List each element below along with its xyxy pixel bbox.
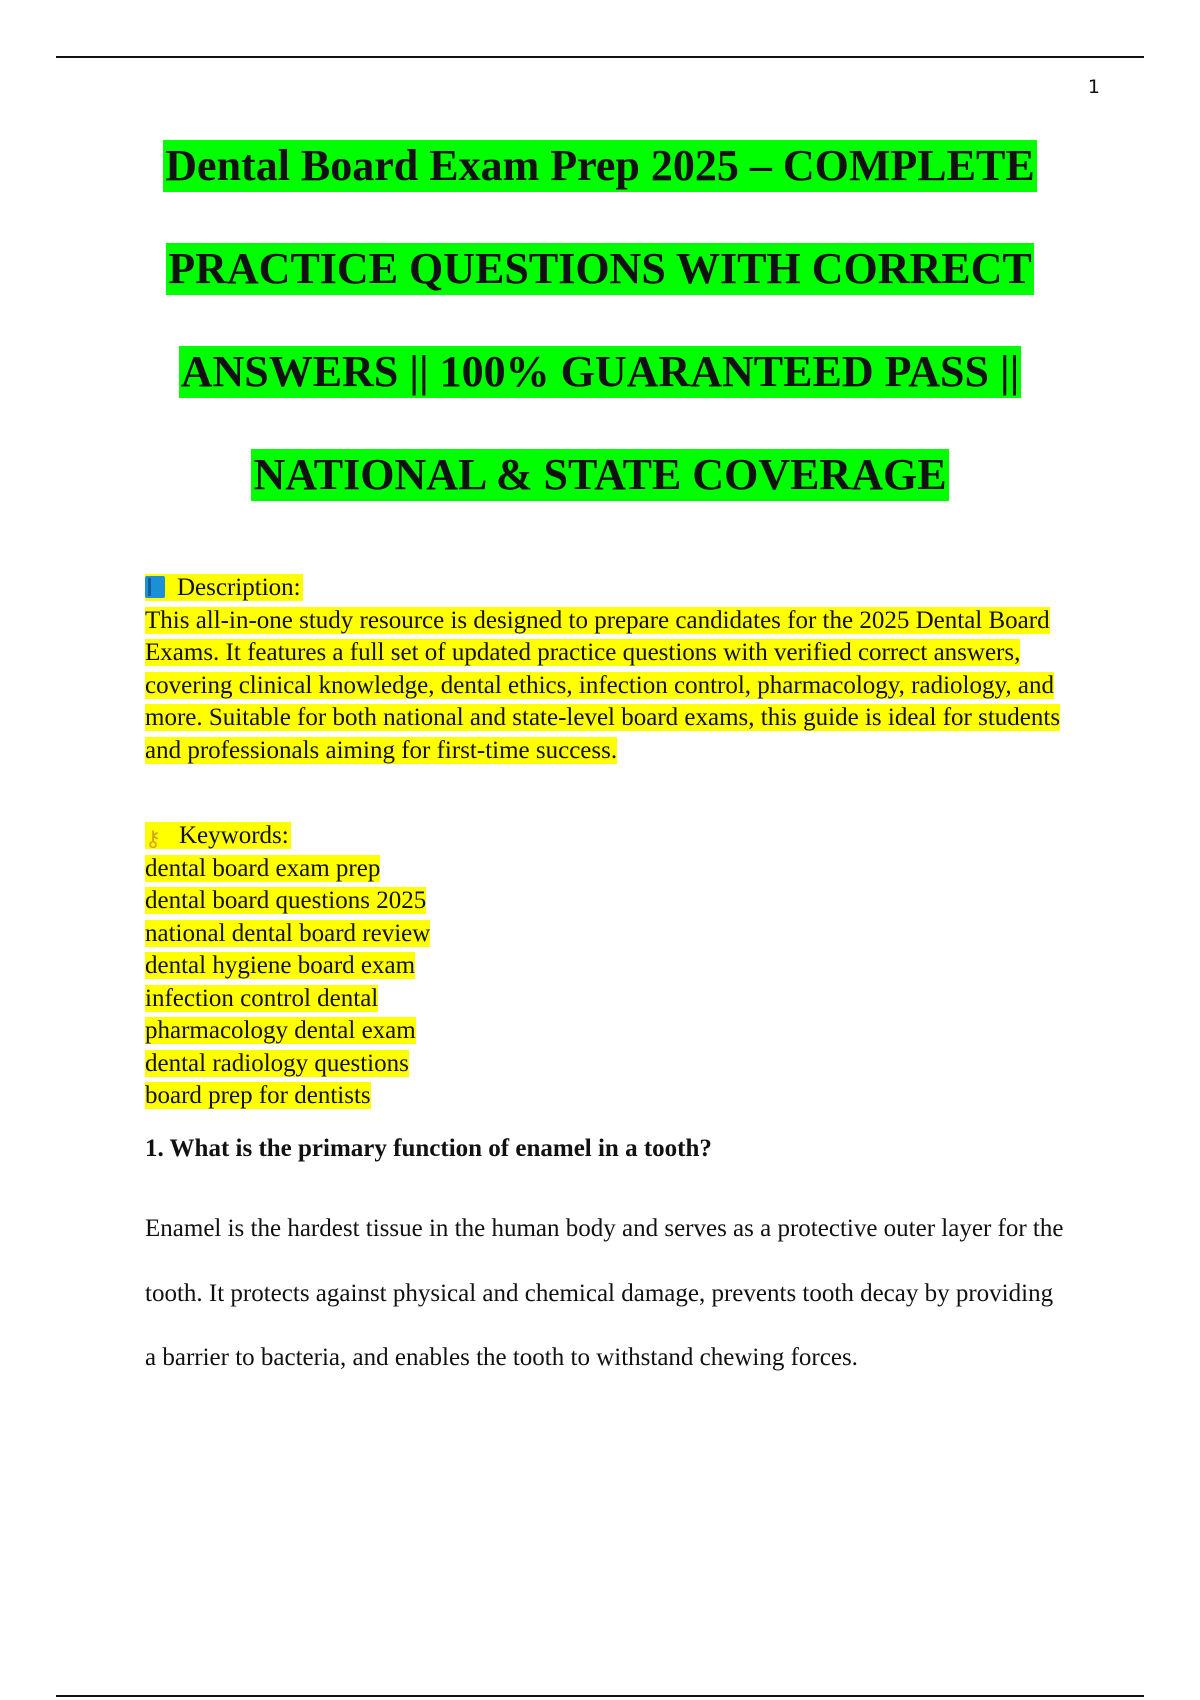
keywords-label: Keywords: (179, 822, 289, 849)
question-heading: 1. What is the primary function of enamel in a tooth? (145, 1135, 712, 1162)
keywords-label-row (145, 820, 1065, 853)
footer-rule (56, 1695, 1144, 1697)
keyword-text: board prep for dentists (145, 1082, 371, 1109)
description-label: Description: (177, 574, 301, 601)
title-line-text: NATIONAL & STATE COVERAGE (253, 450, 947, 499)
keywords-label-highlight (145, 822, 291, 852)
keyword-text: pharmacology dental exam (145, 1017, 416, 1044)
header-rule (56, 56, 1144, 58)
title-line-text: PRACTICE QUESTIONS WITH CORRECT (168, 244, 1032, 293)
keyword-text: national dental board review (145, 919, 431, 947)
description-body (145, 605, 1065, 768)
keyword-item (145, 1080, 1065, 1113)
title-line (0, 346, 1200, 449)
title-line (0, 243, 1200, 346)
keyword-item (145, 1015, 1065, 1048)
keyword-text: dental radiology questions (145, 1049, 409, 1077)
description-label-highlight (145, 574, 303, 601)
keyword-item (145, 983, 1065, 1016)
keywords-list (145, 853, 1065, 1113)
answer-text: Enamel is the hardest tissue in the human body and serves as a protective outer layer for the tooth. It protects against physical and chemical damage, prevents tooth decay by providing a barrier to bacteria, and enables the tooth to withstand chewing forces. (145, 1215, 1064, 1371)
description-label-row (145, 572, 1065, 605)
keyword-text: dental hygiene board exam (145, 952, 416, 979)
page-number: 1 (1087, 76, 1100, 98)
keyword-item (145, 1048, 1065, 1081)
title-line-text: Dental Board Exam Prep 2025 – COMPLETE (165, 141, 1035, 190)
keyword-text: dental board exam prep (145, 854, 381, 882)
title-line-text: ANSWERS || 100% GUARANTEED PASS || (180, 347, 1020, 396)
description-text: This all-in-one study resource is designed to prepare candidates for the 2025 Dental Board Exams. It features a full set of updated practice questions with verified correct answers, covering clinical knowledge, dental ethics, infection control, pharmacology, radiology, and more. Suitable for both national and state-level board exams, this guide is ideal for students and professionals aiming for first-time success. (145, 606, 1061, 764)
title-line (0, 140, 1200, 243)
keywords-section (145, 820, 1065, 1113)
keyword-text: infection control dental (145, 984, 379, 1012)
keyword-item (145, 918, 1065, 951)
title-line (0, 449, 1200, 552)
book-icon (145, 576, 165, 598)
description-section (145, 572, 1065, 767)
keyword-text: dental board questions 2025 (145, 887, 427, 914)
keyword-item (145, 853, 1065, 886)
document-title (0, 140, 1200, 552)
keyword-item (145, 885, 1065, 918)
keyword-item (145, 950, 1065, 983)
key-icon: ⚷ (145, 827, 162, 852)
